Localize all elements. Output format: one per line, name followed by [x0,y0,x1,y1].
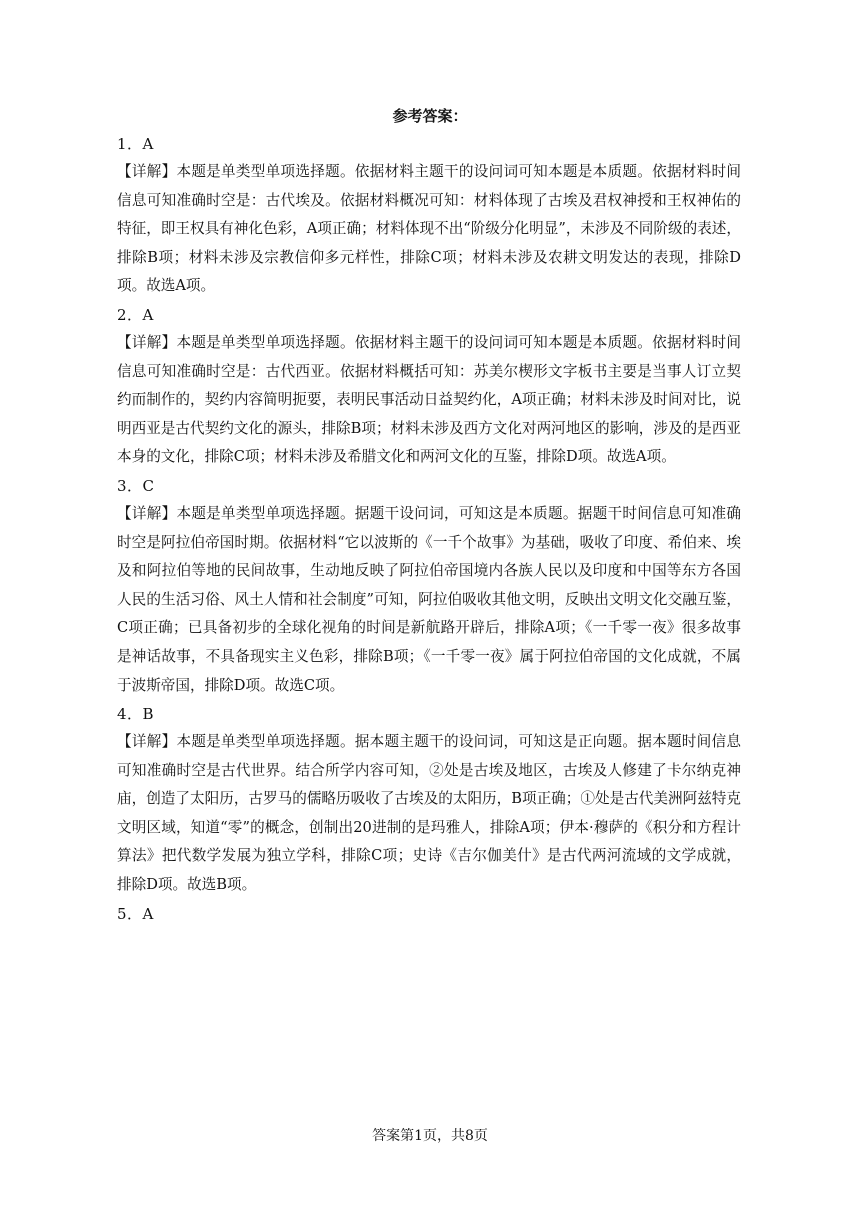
answers-list [117,130,741,928]
answer-number: 5．A [117,904,154,923]
answer-item-3 [117,472,741,700]
page-heading: 参考答案： [392,107,468,125]
answer-number: 2．A [117,305,154,324]
answer-item-5 [117,900,741,928]
answer-item-2 [117,301,741,472]
answer-number: 1．A [117,135,154,153]
page-footer: 答案第1页，共8页 [372,1128,488,1144]
answer-item-1 [117,130,741,301]
answer-number: 4．B [117,705,155,724]
answer-number: 3．C [117,476,155,495]
answer-item-4 [117,700,741,900]
answer-explanation: 【详解】本题是单类型单项选择题。依据材料主题干的设问词可知本题是本质题。依据材料时间信息可知准确时空是：古代埃及。依据材料概况可知：材料体现了古埃及君权神授和王权神佑的特征，即王权具有神化色彩，A项正确；材料体现不出“阶级分化明显”，未涉及不同阶级的表述，排除B项；材料未涉及宗教信仰多元样性，排除C项；材料未涉及农耕文明发达的表现，排除D项。故选A项。 [117,163,741,295]
answer-explanation: 【详解】本题是单类型单项选择题。依据材料主题干的设问词可知本题是本质题。依据材料时间信息可知准确时空是：古代西亚。依据材料概括可知：苏美尔楔形文字板书主要是当事人订立契约而制作的，契约内容简明扼要，表明民事活动日益契约化，A项正确；材料未涉及时间对比，说明西亚是古代契约文化的源头，排除B项；材料未涉及西方文化对两河地区的影响，涉及的是西亚本身的文化，排除C项；材料未涉及希腊文化和两河文化的互鉴，排除D项。故选A项。 [117,333,741,466]
answer-explanation: 【详解】本题是单类型单项选择题。据本题主题干的设问词，可知这是正向题。据本题时间信息可知准确时空是古代世界。结合所学内容可知，②处是古埃及地区，古埃及人修建了卡尔纳克神庙，创造了太阳历，古罗马的儒略历吸收了古埃及的太阳历，B项正确；①处是古代美洲阿兹特克文明区域，知道“零”的概念，创制出20进制的是玛雅人，排除A项；伊本·穆萨的《积分和方程计算法》把代数学发展为独立学科，排除C项；史诗《吉尔伽美什》是古代两河流域的文学成就，排除D项。故选B项。 [117,733,741,894]
answer-explanation: 【详解】本题是单类型单项选择题。据题干设问词，可知这是本质题。据题干时间信息可知准确时空是阿拉伯帝国时期。依据材料“它以波斯的《一千个故事》为基础，吸收了印度、希伯来、埃及和阿拉伯等地的民间故事，生动地反映了阿拉伯帝国境内各族人民以及印度和中国等东方各国人民的生活习俗、风土人情和社会制度”可知，阿拉伯吸收其他文明，反映出文明文化交融互鉴，C项正确；已具备初步的全球化视角的时间是新航路开辟后，排除A项；《一千零一夜》很多故事是神话故事，不具备现实主义色彩，排除B项；《一千零一夜》属于阿拉伯帝国的文化成就，不属于波斯帝国，排除D项。故选C项。 [117,504,741,694]
